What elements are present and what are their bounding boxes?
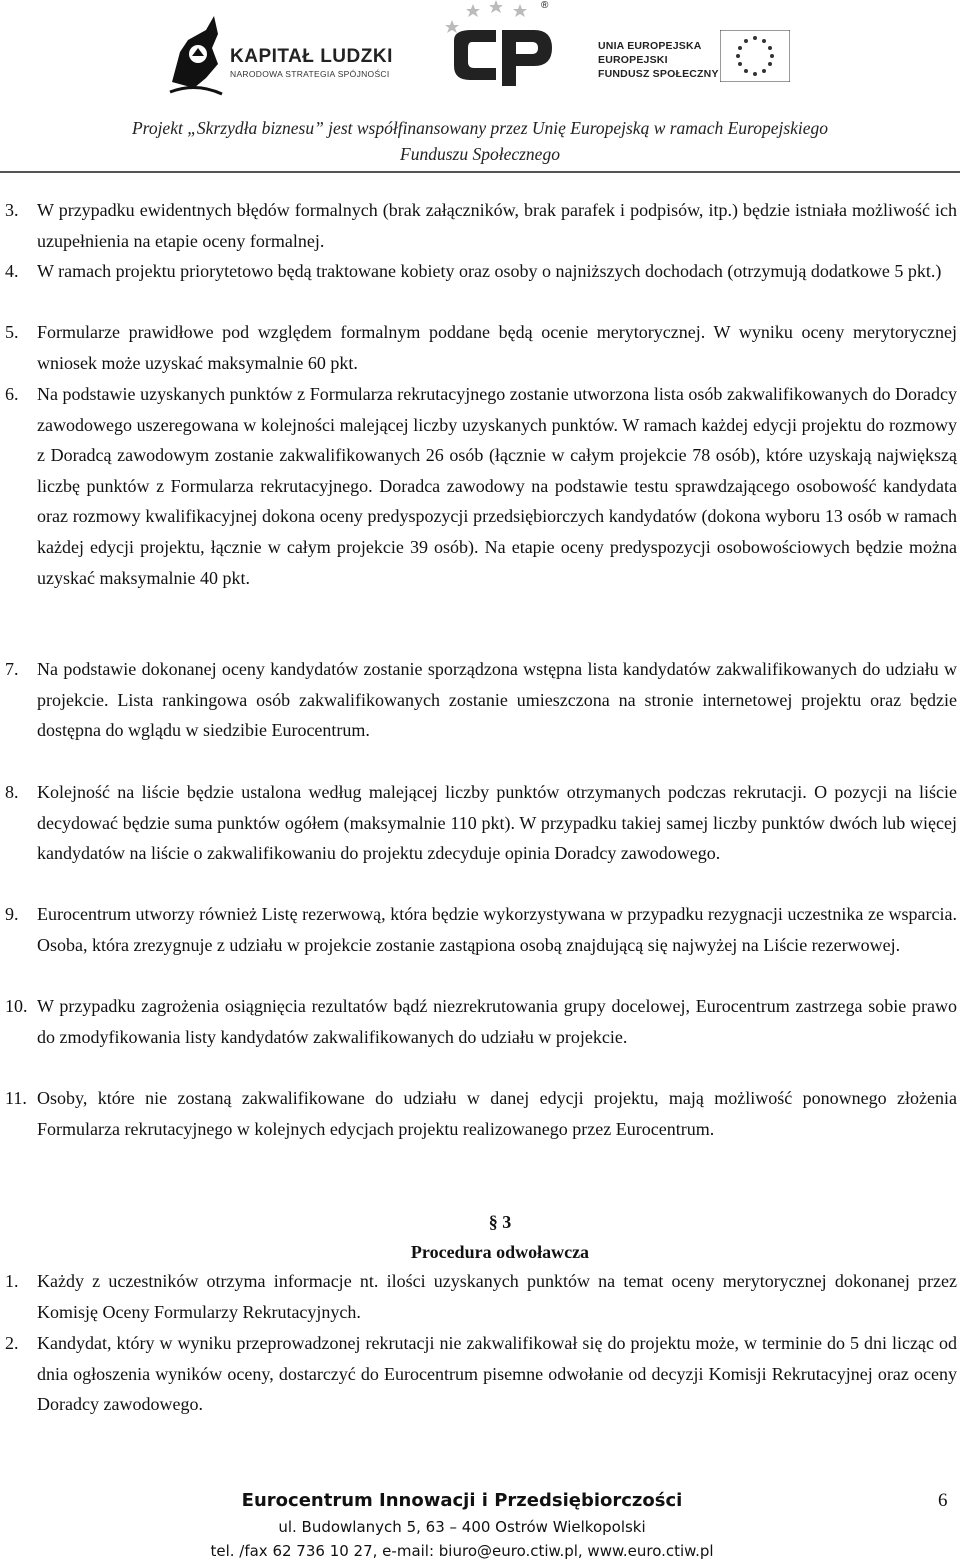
page-number: 6 (938, 1490, 948, 1511)
list-item-number: 9. (5, 904, 19, 924)
logo-kl-title: KAPITAŁ LUDZKI (230, 46, 393, 67)
header-rule (0, 171, 960, 173)
list-item-number: 10. (5, 996, 28, 1016)
list-item-number: 7. (5, 659, 19, 679)
list-item-number: 4. (5, 261, 19, 281)
list-item-text: W przypadku ewidentnych błędów formalnych (brak załączników, brak parafek i podpisów, itp.) będzie istniała możliwość ich uzupełnienia na etapie oceny formalnej. (37, 200, 957, 251)
registered-mark: ® (541, 0, 549, 11)
logo-kl-subtitle: NARODOWA STRATEGIA SPÓJNOŚCI (230, 69, 390, 79)
list-item-text: Na podstawie uzyskanych punktów z Formularza rekrutacyjnego zostanie utworzona lista osób zakwalifikowanych do Doradcy zawodowego uszeregowana w kolejności malejącej liczby uzyskanych punktów. W ramach każdej edycji projektu do rozmowy z Doradcą zawodowym zostanie zakwalifikowanych 26 osób (łącznie w całym projekcie 78 osób), które uzyskają największą liczbę punktów z Formularza rekrutacyjnego. Doradca zawodowy na podstawie testu sprawdzającego osobowość kandydata oraz rozmowy kwalifikacyjnej dokona oceny predyspozycji przedsiębiorczych kandydatów (dokona wyboru 13 osób w ramach każdej edycji projektu, łącznie w całym projekcie 39 osób). Na etapie oceny predyspozycji osobowościowych będzie można uzyskać maksymalnie 40 pkt. (37, 384, 957, 588)
logo-ue-line1: UNIA EUROPEJSKA (598, 40, 702, 52)
list-item-number: 8. (5, 782, 19, 802)
list-item-number: 1. (5, 1271, 19, 1291)
list-item-text: Osoby, które nie zostaną zakwalifikowane do udziału w danej edycji projektu, mają możliwość ponownego złożenia Formularza rekrutacyjnego w kolejnych edycjach projektu realizowanego przez Eurocentrum. (37, 1088, 957, 1139)
logo-ue-line3: FUNDUSZ SPOŁECZNY (598, 68, 719, 80)
page-footer (0, 1490, 960, 1568)
list-item-number: 11. (5, 1088, 27, 1108)
list-item-text: W przypadku zagrożenia osiągnięcia rezultatów bądź niezrekrutowania grupy docelowej, Eurocentrum zastrzega sobie prawo do zmodyfikowania listy kandydatów zakwalifikowanych do udziału w projekcie. (37, 996, 957, 1047)
list-item-text: Eurocentrum utworzy również Listę rezerwową, która będzie wykorzystywana w przypadku rezygnacji uczestnika ze wsparcia. Osoba, która zrezygnuje z udziału w projekcie zostanie zastąpiona osobą znajdującą się najwyżej na Liście rezerwowej. (37, 904, 957, 955)
list-item-text: W ramach projektu priorytetowo będą traktowane kobiety oraz osoby o najniższych dochodach (otrzymują dodatkowe 5 pkt.) (37, 261, 942, 281)
page-header (0, 0, 960, 170)
list-item-text: Na podstawie dokonanej oceny kandydatów zostanie sporządzona wstępna lista kandydatów zakwalifikowanych do udziału w projekcie. Lista rankingowa osób zakwalifikowanych zostanie umieszczona na stronie internetowej projektu oraz będzie dostępna do wglądu w siedzibie Eurocentrum. (37, 659, 957, 741)
section-title: Procedura odwoławcza (410, 1242, 590, 1262)
list-item-number: 6. (5, 384, 19, 404)
ep-logo (438, 0, 568, 100)
footer-organization-name: Eurocentrum Innowacji i Przedsiębiorczości (241, 1490, 683, 1511)
list-item-text: Kandydat, który w wyniku przeprowadzonej rekrutacji nie zakwalifikował się do projektu może, w terminie do 5 dni licząc od dnia ogłoszenia wyników oceny, dostarczyć do Eurocentrum pisemne odwołanie od decyzji Komisji Rekrutacyjnej oraz oceny Doradcy zawodowego. (37, 1333, 957, 1415)
list-item-text: Kolejność na liście będzie ustalona według malejącej liczby punktów otrzymanych podczas rekrutacji. O pozycji na liście decydować będzie suma punktów ogółem (maksymalnie 110 pkt). W przypadku takiej samej liczby punktów dwóch lub więcej kandydatów na liście o zakwalifikowaniu do projektu zdecyduje opinia Doradcy zawodowego. (37, 782, 957, 864)
list-item-text: Formularze prawidłowe pod względem formalnym poddane będą ocenie merytorycznej. W wyniku oceny merytorycznej wniosek może uzyskać maksymalnie 60 pkt. (37, 322, 957, 373)
project-line-2: Funduszu Społecznego (400, 144, 560, 164)
section-number: § 3 (488, 1212, 512, 1232)
list-item-number: 5. (5, 322, 19, 342)
logo-ue-line2: EUROPEJSKI (598, 54, 668, 66)
eu-flag-icon (720, 30, 790, 82)
footer-contact: tel. /fax 62 736 10 27, e-mail: biuro@euro.ctiw.pl, www.euro.ctiw.pl (210, 1542, 714, 1560)
project-line-1: Projekt „Skrzydła biznesu” jest współfinansowany przez Unię Europejską w ramach Europejskiego (131, 118, 829, 138)
list-item-number: 3. (5, 200, 19, 220)
footer-address: ul. Budowlanych 5, 63 – 400 Ostrów Wielkopolski (278, 1518, 646, 1536)
list-item-text: Każdy z uczestników otrzyma informacje nt. ilości uzyskanych punktów na temat oceny merytorycznej dokonanej przez Komisję Oceny Formularzy Rekrutacyjnych. (37, 1271, 957, 1322)
list-item-number: 2. (5, 1333, 19, 1353)
